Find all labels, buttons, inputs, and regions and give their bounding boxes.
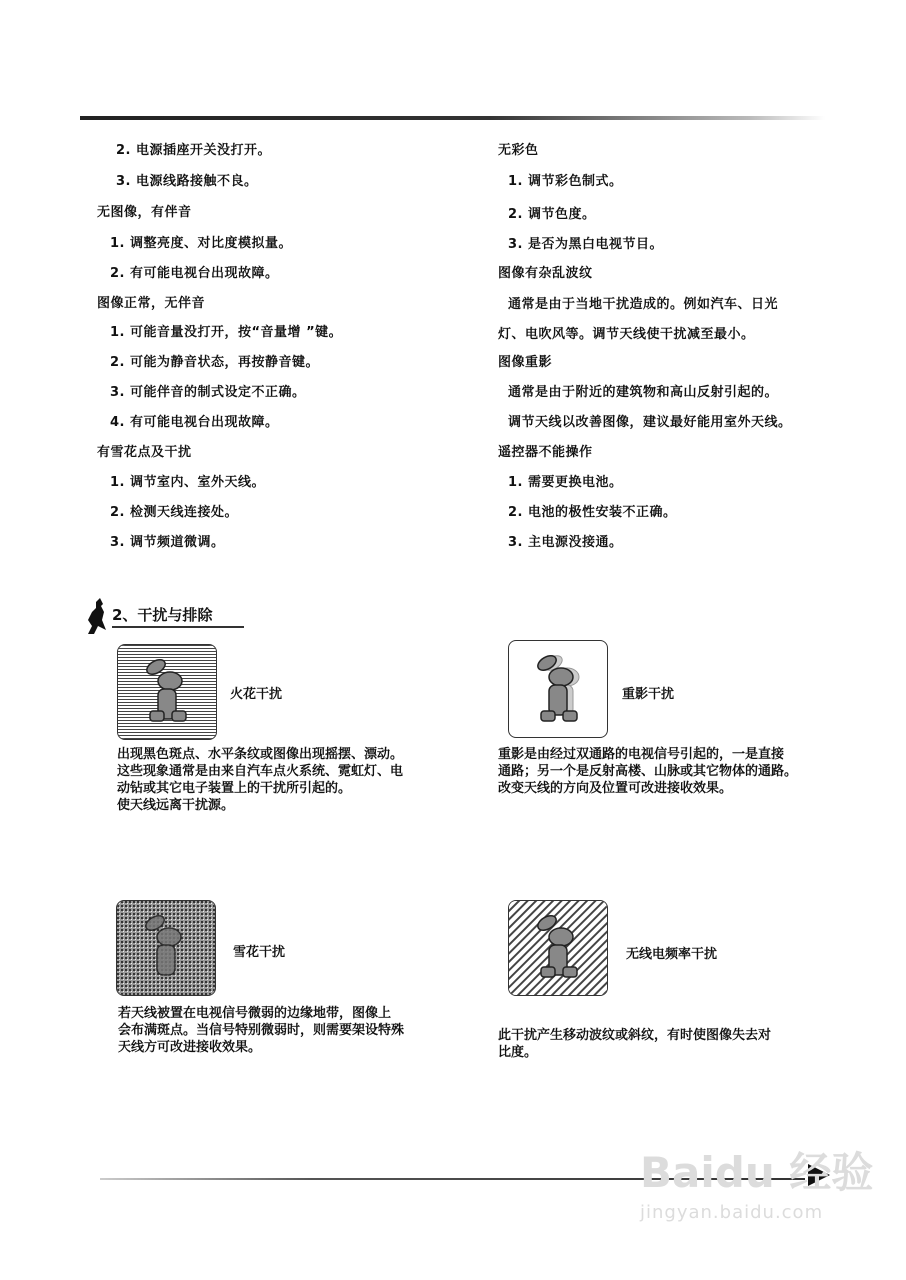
left-line: 1. 可能音量没打开，按“音量增 ”键。 xyxy=(110,325,343,340)
right-heading: 图像重影 xyxy=(498,355,553,370)
left-line: 2. 可能为静音状态，再按静音键。 xyxy=(110,355,320,370)
snow-caption: 雪花干扰 xyxy=(233,945,286,960)
right-heading: 遥控器不能操作 xyxy=(498,445,593,460)
right-line: 调节天线以改善图像，建议最好能用室外天线。 xyxy=(508,415,792,430)
ghost-caption: 重影干扰 xyxy=(622,687,675,702)
snow-thumbnail xyxy=(116,900,216,996)
left-line: 2. 检测天线连接处。 xyxy=(110,505,239,520)
section-title: 2、干扰与排除 xyxy=(112,606,213,624)
right-heading: 图像有杂乱波纹 xyxy=(498,266,593,281)
desc-line: 这些现象通常是由来自汽车点火系统、霓虹灯、电 xyxy=(117,764,404,779)
left-heading: 图像正常，无伴音 xyxy=(97,296,206,311)
right-line: 3. 是否为黑白电视节目。 xyxy=(508,237,664,252)
radio-caption: 无线电频率干扰 xyxy=(626,947,718,962)
ghost-thumbnail xyxy=(508,640,608,738)
radio-description xyxy=(498,1027,771,1061)
left-line: 3. 电源线路接触不良。 xyxy=(116,174,258,189)
left-line: 1. 调节室内、室外天线。 xyxy=(110,475,266,490)
radio-thumbnail xyxy=(508,900,608,996)
right-line: 2. 调节色度。 xyxy=(508,207,596,222)
desc-line: 若天线被置在电视信号微弱的边缘地带，图像上 xyxy=(118,1006,392,1021)
desc-line: 此干扰产生移动波纹或斜纹，有时使图像失去对 xyxy=(498,1028,772,1043)
left-line: 3. 调节频道微调。 xyxy=(110,535,225,550)
right-line: 1. 需要更换电池。 xyxy=(508,475,623,490)
desc-line: 比度。 xyxy=(498,1045,538,1060)
right-line: 通常是由于当地干扰造成的。例如汽车、日光 xyxy=(508,297,779,312)
baidu-watermark xyxy=(640,1140,873,1223)
top-rule xyxy=(80,116,825,120)
ghost-description xyxy=(498,746,797,797)
right-line: 3. 主电源没接通。 xyxy=(508,535,623,550)
spark-thumbnail xyxy=(117,644,217,740)
desc-line: 天线方可改进接收效果。 xyxy=(118,1040,262,1055)
desc-line: 出现黑色斑点、水平条纹或图像出现摇摆、漂动。 xyxy=(117,747,404,762)
right-line: 灯、电吹风等。调节天线使干扰减至最小。 xyxy=(498,327,755,342)
desc-line: 重影是由经过双通路的电视信号引起的，一是直接 xyxy=(498,747,785,762)
right-line: 2. 电池的极性安装不正确。 xyxy=(508,505,677,520)
desc-line: 改变天线的方向及位置可改进接收效果。 xyxy=(498,781,733,796)
left-heading: 无图像，有伴音 xyxy=(97,205,192,220)
right-line: 通常是由于附近的建筑物和高山反射引起的。 xyxy=(508,385,779,400)
left-heading: 有雪花点及干扰 xyxy=(97,445,192,460)
left-line: 3. 可能伴音的制式设定不正确。 xyxy=(110,385,306,400)
section-underline xyxy=(112,626,244,628)
right-heading: 无彩色 xyxy=(498,143,539,158)
kangaroo-icon xyxy=(84,596,110,640)
desc-line: 动钻或其它电子装置上的干扰所引起的。 xyxy=(117,781,352,796)
right-line: 1. 调节彩色制式。 xyxy=(508,174,623,189)
desc-line: 通路；另一个是反射高楼、山脉或其它物体的通路。 xyxy=(498,764,798,779)
desc-line: 会布满斑点。当信号特别微弱时，则需要架设特殊 xyxy=(118,1023,405,1038)
desc-line: 使天线远离干扰源。 xyxy=(117,798,235,813)
snow-description xyxy=(118,1005,404,1056)
watermark-logo: Baidu 经验 xyxy=(640,1148,874,1197)
left-line: 2. 电源插座开关没打开。 xyxy=(116,143,272,158)
left-line: 4. 有可能电视台出现故障。 xyxy=(110,415,279,430)
left-line: 1. 调整亮度、对比度模拟量。 xyxy=(110,236,293,251)
left-line: 2. 有可能电视台出现故障。 xyxy=(110,266,279,281)
spark-description xyxy=(117,746,403,814)
spark-caption: 火花干扰 xyxy=(230,687,283,702)
watermark-url: jingyan.baidu.com xyxy=(640,1202,824,1223)
